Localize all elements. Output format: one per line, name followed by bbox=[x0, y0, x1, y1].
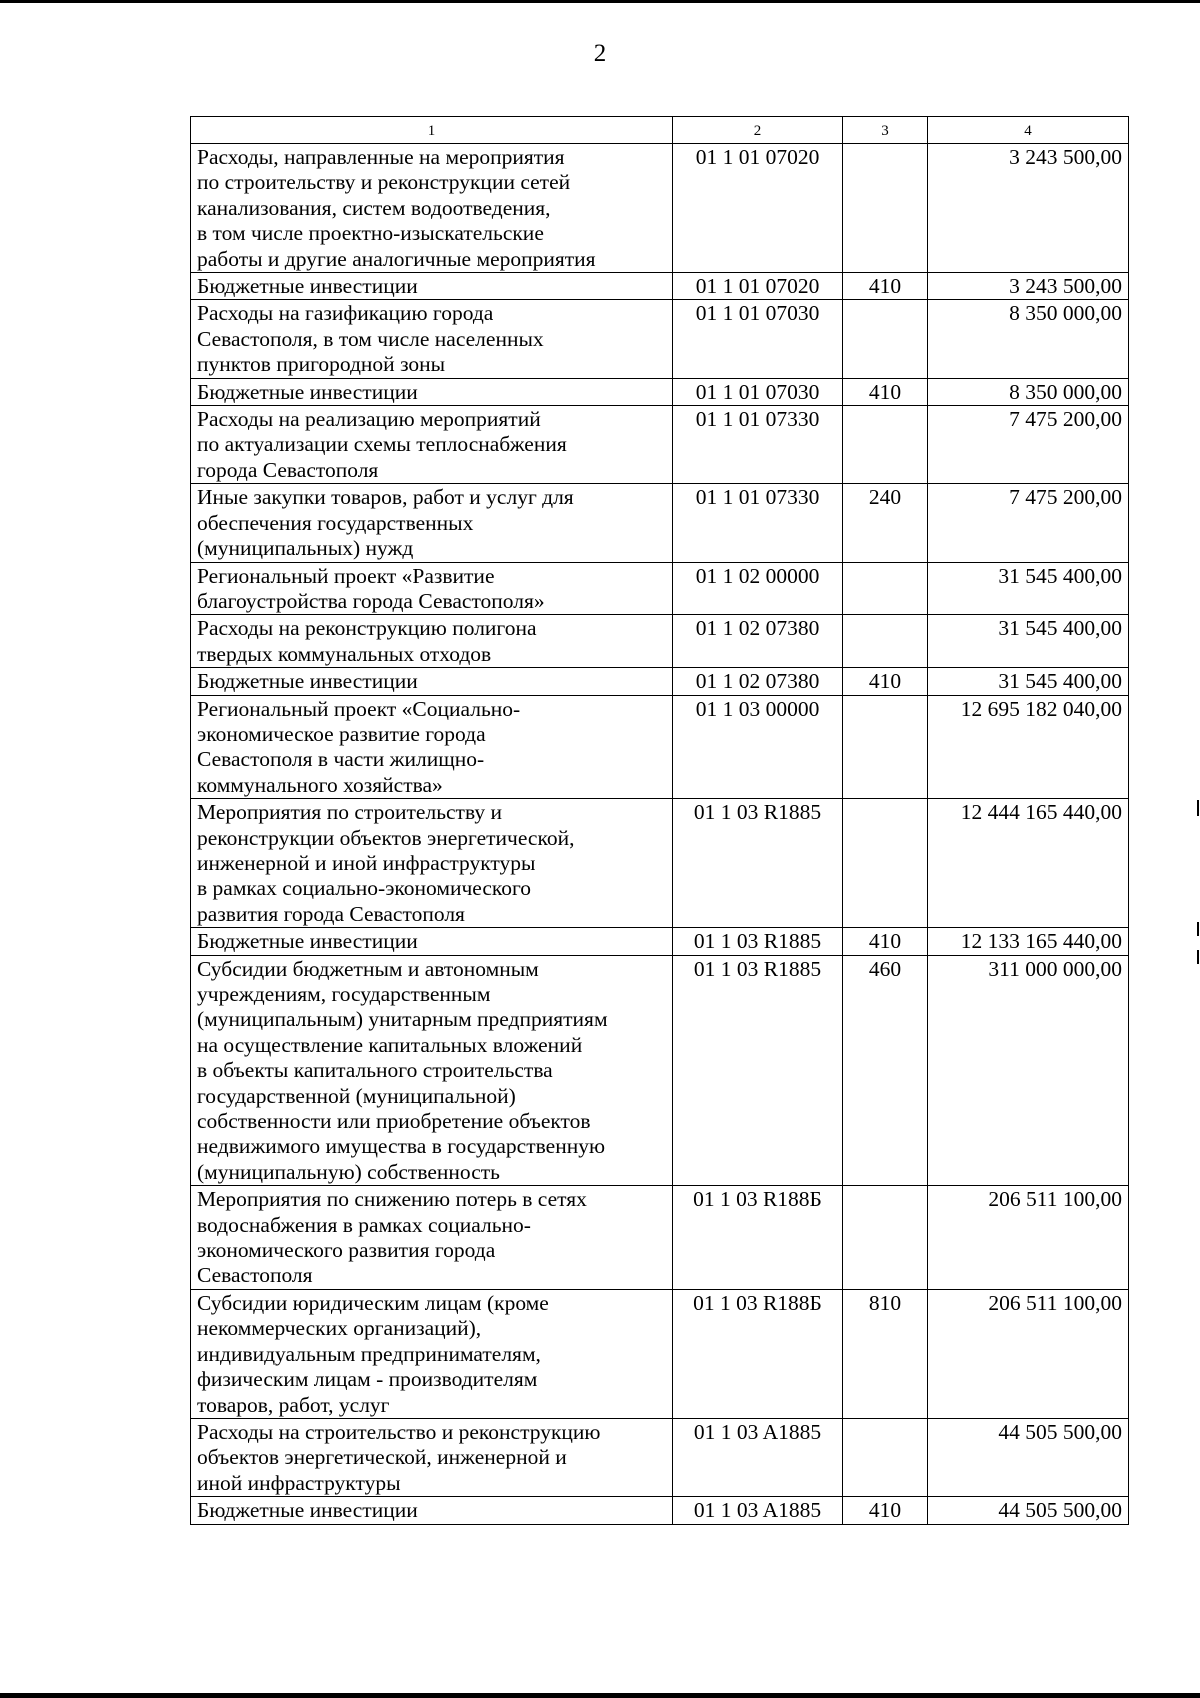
row-code-cell: 01 1 01 07020 bbox=[673, 144, 843, 273]
row-amount-cell: 3 243 500,00 bbox=[928, 273, 1129, 300]
margin-mark bbox=[1197, 922, 1199, 936]
row-code-cell: 01 1 03 A1885 bbox=[673, 1418, 843, 1496]
row-type-cell: 810 bbox=[843, 1289, 928, 1418]
row-type-cell: 240 bbox=[843, 484, 928, 562]
row-amount-cell: 8 350 000,00 bbox=[928, 300, 1129, 378]
table-row bbox=[191, 562, 1129, 615]
row-type-cell bbox=[843, 799, 928, 928]
row-amount-cell: 31 545 400,00 bbox=[928, 615, 1129, 668]
table-row bbox=[191, 668, 1129, 695]
row-type-cell: 410 bbox=[843, 273, 928, 300]
table-row bbox=[191, 1418, 1129, 1496]
row-name-cell: Субсидии юридическим лицам (кроме некоммерческих организаций), индивидуальным предпринимателям, физическим лицам - производителям товаров, работ, услуг bbox=[191, 1289, 673, 1418]
row-name-cell: Иные закупки товаров, работ и услуг для обеспечения государственных (муниципальных) нужд bbox=[191, 484, 673, 562]
table-row bbox=[191, 273, 1129, 300]
row-amount-cell: 206 511 100,00 bbox=[928, 1289, 1129, 1418]
row-amount-cell: 12 133 165 440,00 bbox=[928, 928, 1129, 955]
row-amount-cell: 12 444 165 440,00 bbox=[928, 799, 1129, 928]
header-cell-2: 2 bbox=[673, 117, 843, 144]
row-code-cell: 01 1 02 07380 bbox=[673, 615, 843, 668]
header-cell-1: 1 bbox=[191, 117, 673, 144]
table-row bbox=[191, 615, 1129, 668]
row-amount-cell: 31 545 400,00 bbox=[928, 562, 1129, 615]
table-header-row bbox=[191, 117, 1129, 144]
row-type-cell bbox=[843, 300, 928, 378]
row-name-cell: Мероприятия по строительству и реконструкции объектов энергетической, инженерной и иной инфраструктуры в рамках социально-экономического развития города Севастополя bbox=[191, 799, 673, 928]
table-row bbox=[191, 1186, 1129, 1290]
row-code-cell: 01 1 03 R1885 bbox=[673, 799, 843, 928]
row-amount-cell: 311 000 000,00 bbox=[928, 955, 1129, 1186]
margin-mark bbox=[1197, 950, 1199, 964]
row-code-cell: 01 1 03 00000 bbox=[673, 695, 843, 799]
row-type-cell bbox=[843, 1418, 928, 1496]
row-type-cell bbox=[843, 615, 928, 668]
row-name-cell: Расходы, направленные на мероприятия по строительству и реконструкции сетей канализования, систем водоотведения, в том числе проектно-изыскательские работы и другие аналогичные мероприятия bbox=[191, 144, 673, 273]
row-code-cell: 01 1 02 00000 bbox=[673, 562, 843, 615]
table-row bbox=[191, 300, 1129, 378]
budget-table bbox=[190, 116, 1129, 1525]
row-amount-cell: 7 475 200,00 bbox=[928, 406, 1129, 484]
row-code-cell: 01 1 01 07330 bbox=[673, 406, 843, 484]
row-code-cell: 01 1 03 R188Б bbox=[673, 1289, 843, 1418]
row-name-cell: Бюджетные инвестиции bbox=[191, 273, 673, 300]
row-type-cell bbox=[843, 406, 928, 484]
row-name-cell: Бюджетные инвестиции bbox=[191, 378, 673, 405]
row-amount-cell: 8 350 000,00 bbox=[928, 378, 1129, 405]
table-row bbox=[191, 799, 1129, 928]
row-name-cell: Бюджетные инвестиции bbox=[191, 668, 673, 695]
table-row bbox=[191, 378, 1129, 405]
table-row bbox=[191, 484, 1129, 562]
row-type-cell: 410 bbox=[843, 378, 928, 405]
row-name-cell: Расходы на строительство и реконструкцию объектов энергетической, инженерной и иной инфраструктуры bbox=[191, 1418, 673, 1496]
scan-edge-top bbox=[0, 0, 1200, 3]
row-code-cell: 01 1 03 A1885 bbox=[673, 1497, 843, 1524]
row-amount-cell: 31 545 400,00 bbox=[928, 668, 1129, 695]
table-row bbox=[191, 1289, 1129, 1418]
row-name-cell: Субсидии бюджетным и автономным учреждениям, государственным (муниципальным) унитарным предприятиям на осуществление капитальных вложений в объекты капитального строительства государственной (муниципальной) собственности или приобретение объектов недвижимого имущества в государственную (муниципальную) собственность bbox=[191, 955, 673, 1186]
row-type-cell bbox=[843, 562, 928, 615]
row-amount-cell: 3 243 500,00 bbox=[928, 144, 1129, 273]
row-type-cell: 410 bbox=[843, 668, 928, 695]
row-code-cell: 01 1 01 07330 bbox=[673, 484, 843, 562]
row-code-cell: 01 1 03 R1885 bbox=[673, 955, 843, 1186]
row-amount-cell: 12 695 182 040,00 bbox=[928, 695, 1129, 799]
row-name-cell: Бюджетные инвестиции bbox=[191, 1497, 673, 1524]
row-name-cell: Расходы на реализацию мероприятий по актуализации схемы теплоснабжения города Севастополя bbox=[191, 406, 673, 484]
table-row bbox=[191, 406, 1129, 484]
row-code-cell: 01 1 01 07030 bbox=[673, 378, 843, 405]
row-type-cell: 410 bbox=[843, 1497, 928, 1524]
row-amount-cell: 44 505 500,00 bbox=[928, 1418, 1129, 1496]
page-number: 2 bbox=[593, 40, 607, 67]
row-code-cell: 01 1 02 07380 bbox=[673, 668, 843, 695]
row-name-cell: Бюджетные инвестиции bbox=[191, 928, 673, 955]
row-type-cell bbox=[843, 695, 928, 799]
row-code-cell: 01 1 03 R1885 bbox=[673, 928, 843, 955]
row-code-cell: 01 1 01 07030 bbox=[673, 300, 843, 378]
row-amount-cell: 44 505 500,00 bbox=[928, 1497, 1129, 1524]
row-type-cell: 460 bbox=[843, 955, 928, 1186]
row-amount-cell: 206 511 100,00 bbox=[928, 1186, 1129, 1290]
table-row bbox=[191, 1497, 1129, 1524]
row-code-cell: 01 1 03 R188Б bbox=[673, 1186, 843, 1290]
row-name-cell: Региональный проект «Развитие благоустройства города Севастополя» bbox=[191, 562, 673, 615]
row-name-cell: Расходы на реконструкцию полигона твердых коммунальных отходов bbox=[191, 615, 673, 668]
row-name-cell: Расходы на газификацию города Севастополя, в том числе населенных пунктов пригородной зоны bbox=[191, 300, 673, 378]
table-row bbox=[191, 695, 1129, 799]
row-name-cell: Региональный проект «Социально- экономическое развитие города Севастополя в части жилищно- коммунального хозяйства» bbox=[191, 695, 673, 799]
row-amount-cell: 7 475 200,00 bbox=[928, 484, 1129, 562]
row-type-cell bbox=[843, 1186, 928, 1290]
header-cell-3: 3 bbox=[843, 117, 928, 144]
table-row bbox=[191, 928, 1129, 955]
row-type-cell bbox=[843, 144, 928, 273]
margin-mark bbox=[1197, 800, 1199, 816]
header-cell-4: 4 bbox=[928, 117, 1129, 144]
table-row bbox=[191, 955, 1129, 1186]
row-code-cell: 01 1 01 07020 bbox=[673, 273, 843, 300]
row-name-cell: Мероприятия по снижению потерь в сетях водоснабжения в рамках социально- экономического развития города Севастополя bbox=[191, 1186, 673, 1290]
table-row bbox=[191, 144, 1129, 273]
row-type-cell: 410 bbox=[843, 928, 928, 955]
scan-edge-bottom bbox=[0, 1693, 1200, 1698]
